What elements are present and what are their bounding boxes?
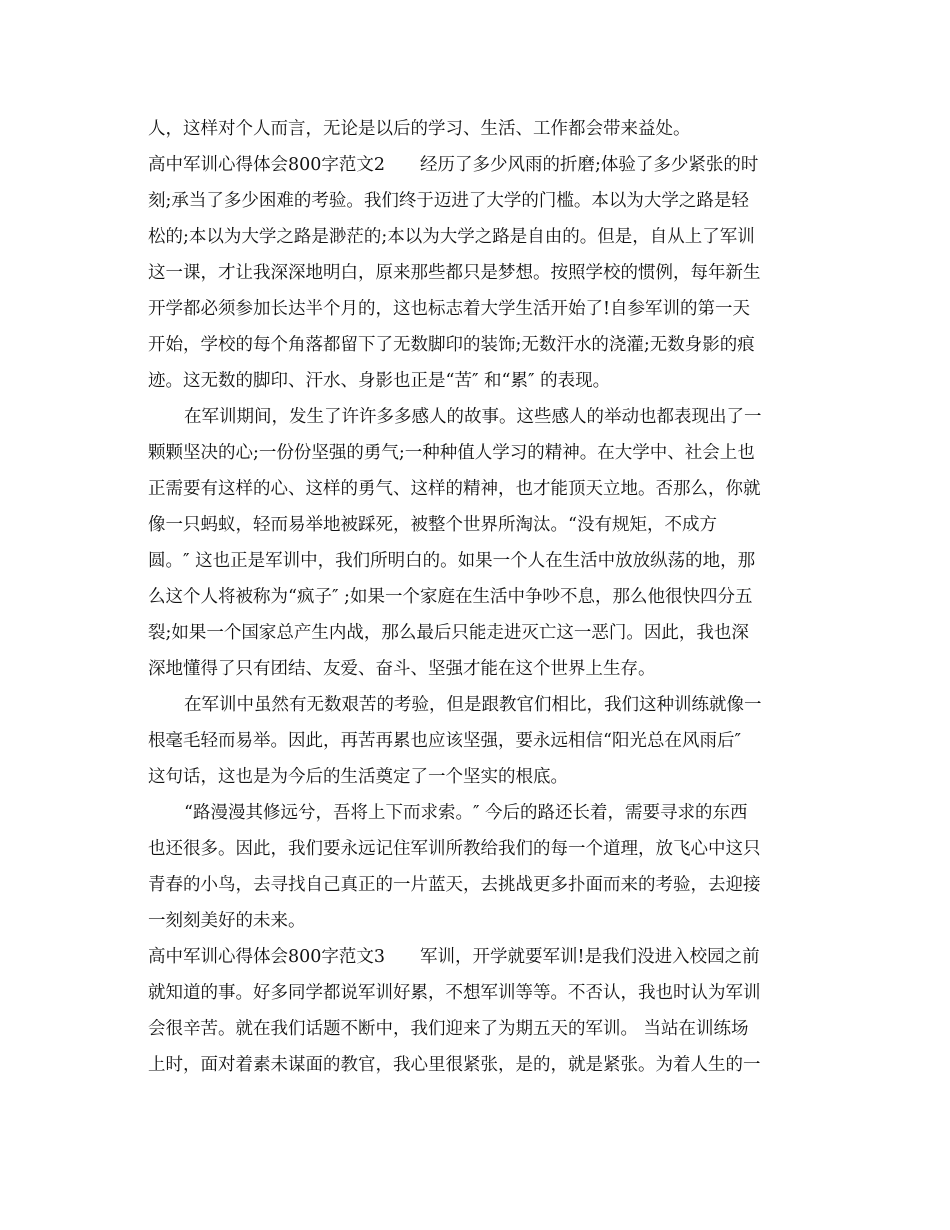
text-line: 开始，学校的每个角落都留下了无数脚印的装饰;无数汗水的浇灌;无数身影的痕 [148, 335, 755, 355]
text-line: 圆。″ 这也正是军训中，我们所明白的。如果一个人在生活中放放纵荡的地，那 [148, 551, 756, 571]
document-body [148, 111, 804, 1083]
text-line: 根毫毛轻而易举。因此，再苦再累也应该坚强，要永远相信“阳光总在风雨后″ [148, 731, 741, 751]
text-line: 人，这样对个人而言，无论是以后的学习、生活、工作都会带来益处。 [148, 119, 691, 139]
text-line: 这一课，才让我深深地明白，原来那些都只是梦想。按照学校的惯例，每年新生 [148, 263, 761, 283]
text-line: 会很辛苦。就在我们话题不断中，我们迎来了为期五天的军训。 当站在训练场 [148, 1019, 749, 1039]
text-line: 正需要有这样的心、这样的勇气、这样的精神，也才能顶天立地。否那么，你就 [148, 479, 761, 499]
text-line: 上时，面对着素未谋面的教官，我心里很紧张，是的，就是紧张。为着人生的一 [148, 1055, 761, 1075]
text-line: 像一只蚂蚁，轻而易举地被踩死，被整个世界所淘汰。“没有规矩，不成方 [148, 515, 717, 535]
text-line: 迹。这无数的脚印、汗水、身影也正是“苦″ 和“累″ 的表现。 [148, 371, 611, 391]
text-line: 也还很多。因此，我们要永远记住军训所教给我们的每一个道理，放飞心中这只 [148, 839, 761, 859]
text-line: 高中军训心得体会800字范文2 经历了多少风雨的折磨;体验了多少紧张的时 [148, 155, 759, 175]
text-line: 颗颗坚决的心;一份份坚强的勇气;一种种值人学习的精神。在大学中、社会上也 [148, 443, 755, 463]
text-line: 裂;如果一个国家总产生内战，那么最后只能走进灭亡这一恶门。因此，我也深 [148, 623, 749, 643]
text-line: 在军训中虽然有无数艰苦的考验，但是跟教官们相比，我们这种训练就像一 [184, 695, 762, 715]
text-line: 这句话，这也是为今后的生活奠定了一个坚实的根底。 [148, 767, 568, 787]
text-line: 高中军训心得体会800字范文3 军训，开学就要军训!是我们没进入校园之前 [148, 947, 760, 967]
text-line: 在军训期间，发生了许许多多感人的故事。这些感人的举动也都表现出了一 [184, 407, 762, 427]
text-line: 松的;本以为大学之路是渺茫的;本以为大学之路是自由的。但是，自从上了军训 [148, 227, 755, 247]
text-line: “路漫漫其修远兮，吾将上下而求索。″ 今后的路还长着，需要寻求的东西 [184, 803, 748, 823]
text-line: 深地懂得了只有团结、友爱、奋斗、坚强才能在这个世界上生存。 [148, 659, 656, 679]
text-line: 一刻刻美好的未来。 [148, 911, 306, 931]
text-line: 么这个人将被称为“疯子″ ;如果一个家庭在生活中争吵不息，那么他很快四分五 [148, 587, 753, 607]
text-line: 青春的小鸟，去寻找自己真正的一片蓝天，去挑战更多扑面而来的考验，去迎接 [148, 875, 761, 895]
text-line: 开学都必须参加长达半个月的，这也标志着大学生活开始了!自参军训的第一天 [148, 299, 751, 319]
text-line: 就知道的事。好多同学都说军训好累，不想军训等等。不否认，我也时认为军训 [148, 983, 761, 1003]
text-line: 刻;承当了多少困难的考验。我们终于迈进了大学的门槛。本以为大学之路是轻 [148, 191, 749, 211]
